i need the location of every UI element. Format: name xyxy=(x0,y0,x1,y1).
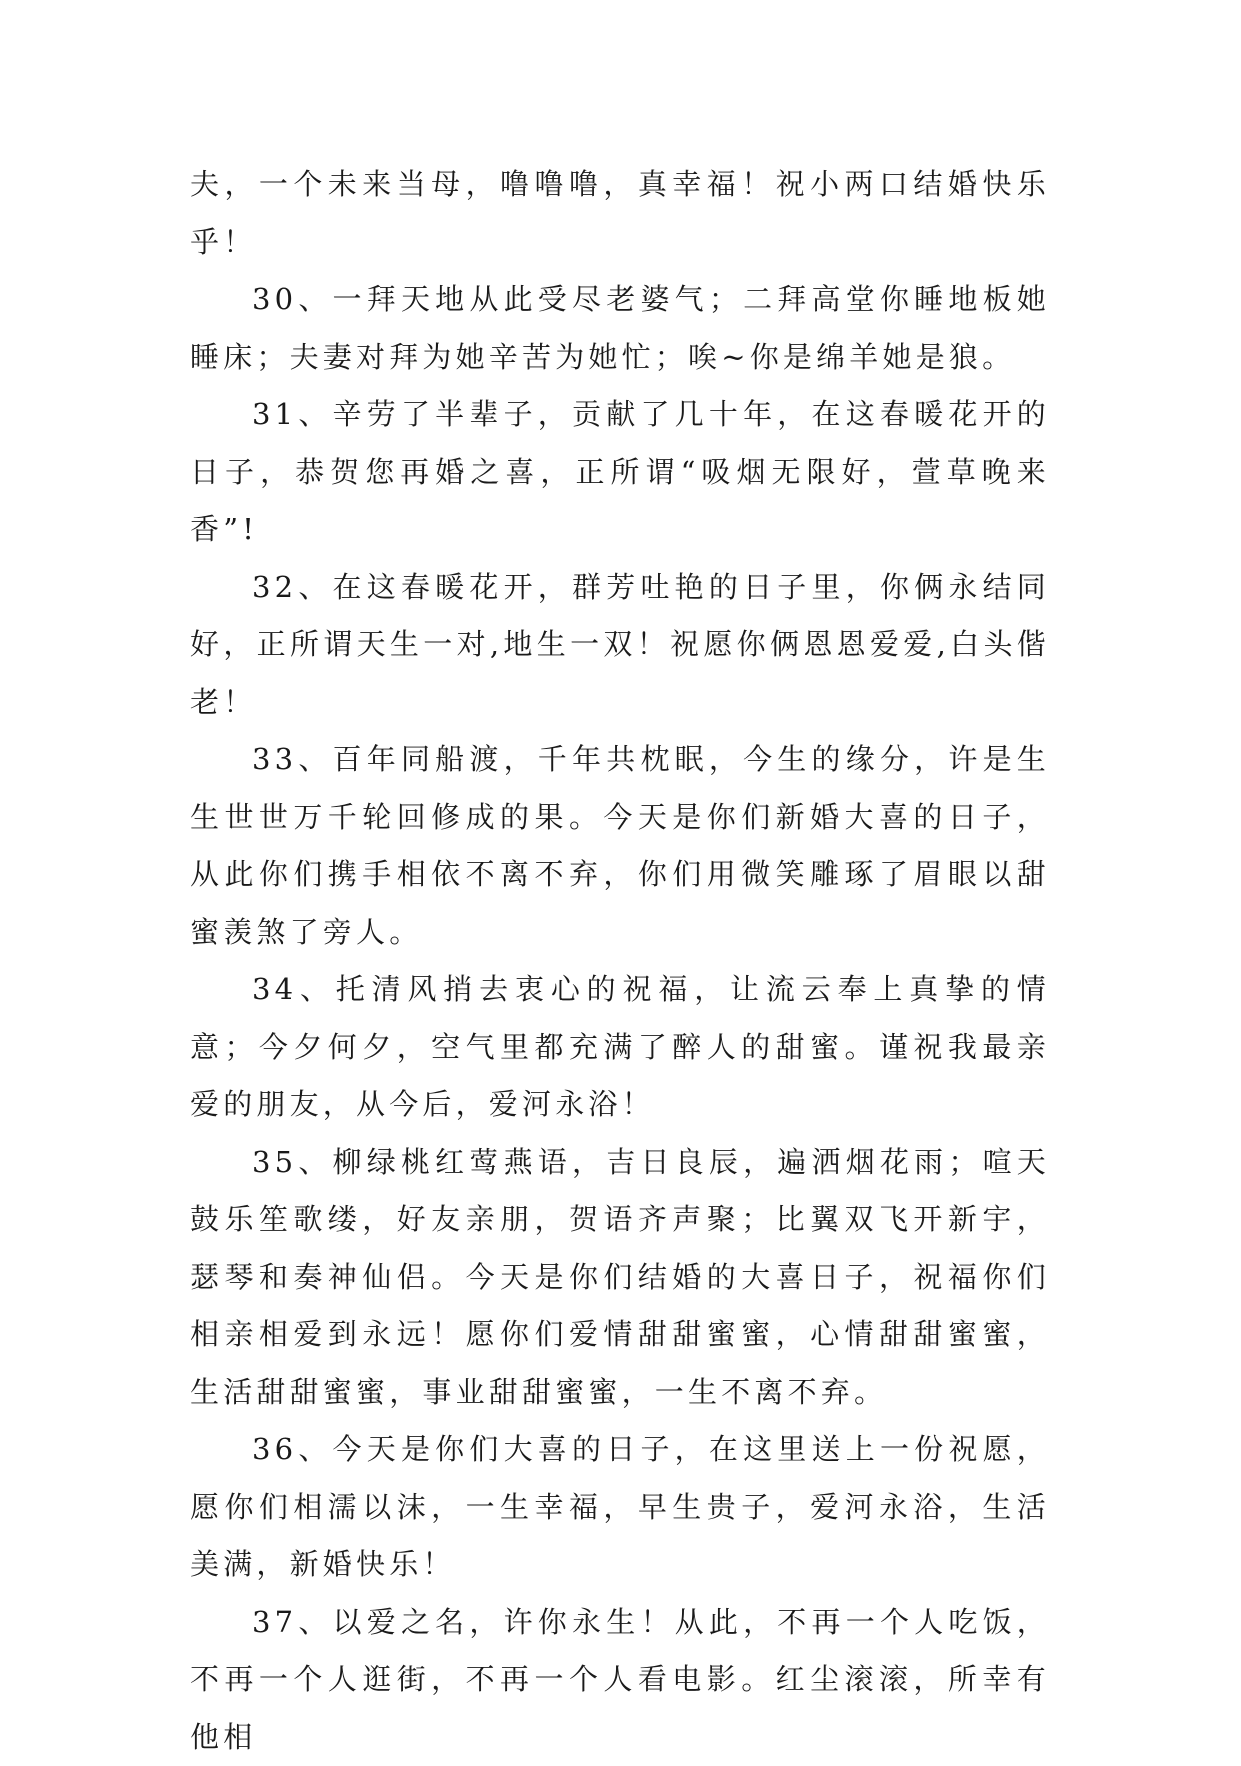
paragraph-30: 30、一拜天地从此受尽老婆气；二拜高堂你睡地板她睡床；夫妻对拜为她辛苦为她忙；唉~你是绵羊她是狼。 xyxy=(190,271,1050,386)
paragraph-31: 31、辛劳了半辈子，贡献了几十年，在这春暖花开的日子，恭贺您再婚之喜，正所谓“吸烟无限好，萱草晚来香”! xyxy=(190,386,1050,559)
paragraph-37: 37、以爱之名，许你永生！从此，不再一个人吃饭，不再一个人逛街，不再一个人看电影。红尘滚滚，所幸有他相 xyxy=(190,1594,1050,1766)
paragraph-35: 35、柳绿桃红莺燕语，吉日良辰，遍洒烟花雨；喧天鼓乐笙歌缕，好友亲朋，贺语齐声聚；比翼双飞开新宇，瑟琴和奏神仙侣。今天是你们结婚的大喜日子，祝福你们相亲相爱到永远！愿你们爱情甜甜蜜蜜，心情甜甜蜜蜜，生活甜甜蜜蜜，事业甜甜蜜蜜，一生不离不弃。 xyxy=(190,1134,1050,1422)
paragraph-32: 32、在这春暖花开，群芳吐艳的日子里，你俩永结同好，正所谓天生一对,地生一双！祝愿你俩恩恩爱爱,白头偕老！ xyxy=(190,559,1050,732)
paragraph-33: 33、百年同船渡，千年共枕眠，今生的缘分，许是生生世世万千轮回修成的果。今天是你们新婚大喜的日子，从此你们携手相依不离不弃，你们用微笑雕琢了眉眼以甜蜜羡煞了旁人。 xyxy=(190,731,1050,961)
document-body xyxy=(190,156,1050,1766)
paragraph-34: 34、托清风捎去衷心的祝福，让流云奉上真挚的情意；今夕何夕，空气里都充满了醉人的甜蜜。谨祝我最亲爱的朋友，从今后，爱河永浴！ xyxy=(190,961,1050,1134)
paragraph-36: 36、今天是你们大喜的日子，在这里送上一份祝愿，愿你们相濡以沫，一生幸福，早生贵子，爱河永浴，生活美满，新婚快乐！ xyxy=(190,1421,1050,1594)
paragraph-continuation: 夫，一个未来当母，噜噜噜，真幸福！祝小两口结婚快乐乎！ xyxy=(190,156,1050,271)
